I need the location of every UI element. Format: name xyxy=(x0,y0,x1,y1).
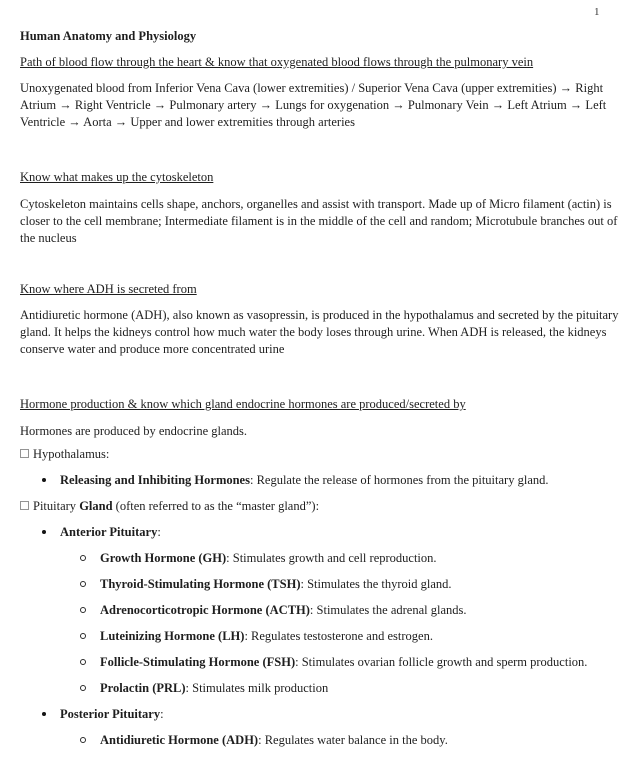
outline-item-growth-hormone xyxy=(20,550,620,567)
circle-bullet-icon xyxy=(80,685,86,691)
outline-text: : Stimulates milk production xyxy=(185,681,329,695)
section-heading-blood-flow: Path of blood flow through the heart & know that oxygenated blood flows through the pulmonary vein xyxy=(20,55,534,69)
outline-text-bold: Antidiuretic Hormone (ADH) xyxy=(100,733,259,747)
section-paragraph-blood-flow: Unoxygenated blood from Inferior Vena Cava (lower extremities) / Superior Vena Cava (upper extremities) → Right Atrium → Right Ventricle → Pulmonary artery → Lungs for oxygenation → Pulmonary Vein → Left Atrium → Left Ventricle → Aorta → Upper and lower extremities through arteries xyxy=(20,81,607,129)
checkbox-icon xyxy=(20,449,29,458)
outline-text-bold: Growth Hormone (GH) xyxy=(100,551,227,565)
outline-text: : xyxy=(160,707,164,721)
outline-item-fsh xyxy=(20,654,620,671)
page-number: 1 xyxy=(594,6,600,18)
circle-bullet-icon xyxy=(80,633,86,639)
outline-text: Hypothalamus: xyxy=(33,447,110,461)
outline-text: Pituitary xyxy=(33,499,80,513)
outline-text-bold: Posterior Pituitary xyxy=(60,707,161,721)
checkbox-icon xyxy=(20,501,29,510)
section-heading-adh: Know where ADH is secreted from xyxy=(20,282,197,296)
outline-text: : xyxy=(157,525,161,539)
section-paragraph-adh: Antidiuretic hormone (ADH), also known as vasopressin, is produced in the hypothalamus and secreted by the pituitary gland. It helps the kidneys control how much water the body loses through urine. When ADH is released, the kidneys conserve water and produce more concentrated urine xyxy=(20,308,619,356)
outline-item-lh xyxy=(20,628,620,645)
outline-text: : Stimulates growth and cell reproduction. xyxy=(226,551,437,565)
section-paragraph-cytoskeleton: Cytoskeleton maintains cells shape, anchors, organelles and assist with transport. Made up of Micro filament (actin) is closer to the cell membrane; Intermediate filament is in the middle of the cell and random; Microtubule branches out of the nucleus xyxy=(20,197,618,245)
circle-bullet-icon xyxy=(80,737,86,743)
outline-text: : Stimulates ovarian follicle growth and sperm production. xyxy=(295,655,588,669)
bullet-icon xyxy=(42,530,46,534)
outline-item-pituitary-gland xyxy=(20,498,620,515)
outline-item-hypothalamus xyxy=(20,446,620,463)
outline-text-bold: Adrenocorticotropic Hormone (ACTH) xyxy=(100,603,310,617)
outline-text: : Stimulates the adrenal glands. xyxy=(309,603,467,617)
circle-bullet-icon xyxy=(80,659,86,665)
circle-bullet-icon xyxy=(80,555,86,561)
section-heading-cytoskeleton: Know what makes up the cytoskeleton xyxy=(20,170,214,184)
outline-text-bold: Anterior Pituitary xyxy=(60,525,158,539)
outline-text-bold: Releasing and Inhibiting Hormones xyxy=(60,473,250,487)
outline-item-adh xyxy=(20,732,620,749)
outline-item-anterior-pituitary xyxy=(20,524,620,541)
outline-text-bold: Prolactin (PRL) xyxy=(100,681,186,695)
outline-item-acth xyxy=(20,602,620,619)
hormone-outline-list xyxy=(20,446,620,749)
bullet-icon xyxy=(42,478,46,482)
outline-text-bold: Luteinizing Hormone (LH) xyxy=(100,629,245,643)
outline-item-posterior-pituitary xyxy=(20,706,620,723)
section-heading-hormone-production: Hormone production & know which gland endocrine hormones are produced/secreted by xyxy=(20,397,466,411)
document-title: Human Anatomy and Physiology xyxy=(20,29,197,43)
outline-item-tsh xyxy=(20,576,620,593)
outline-text: : Regulate the release of hormones from the pituitary gland. xyxy=(249,473,549,487)
outline-text: (often referred to as the “master gland”): xyxy=(112,499,320,513)
outline-text-bold: Thyroid-Stimulating Hormone (TSH) xyxy=(100,577,301,591)
circle-bullet-icon xyxy=(80,581,86,587)
section-paragraph-hormone-production: Hormones are produced by endocrine glands. xyxy=(20,424,248,438)
outline-item-releasing-inhibiting xyxy=(20,472,620,489)
outline-text-bold: Follicle-Stimulating Hormone (FSH) xyxy=(100,655,296,669)
outline-text: : Regulates water balance in the body. xyxy=(258,733,448,747)
circle-bullet-icon xyxy=(80,607,86,613)
outline-text-bold: Gland xyxy=(79,499,113,513)
outline-text: : Stimulates the thyroid gland. xyxy=(300,577,452,591)
outline-text: : Regulates testosterone and estrogen. xyxy=(244,629,433,643)
bullet-icon xyxy=(42,712,46,716)
outline-item-prolactin xyxy=(20,680,620,697)
